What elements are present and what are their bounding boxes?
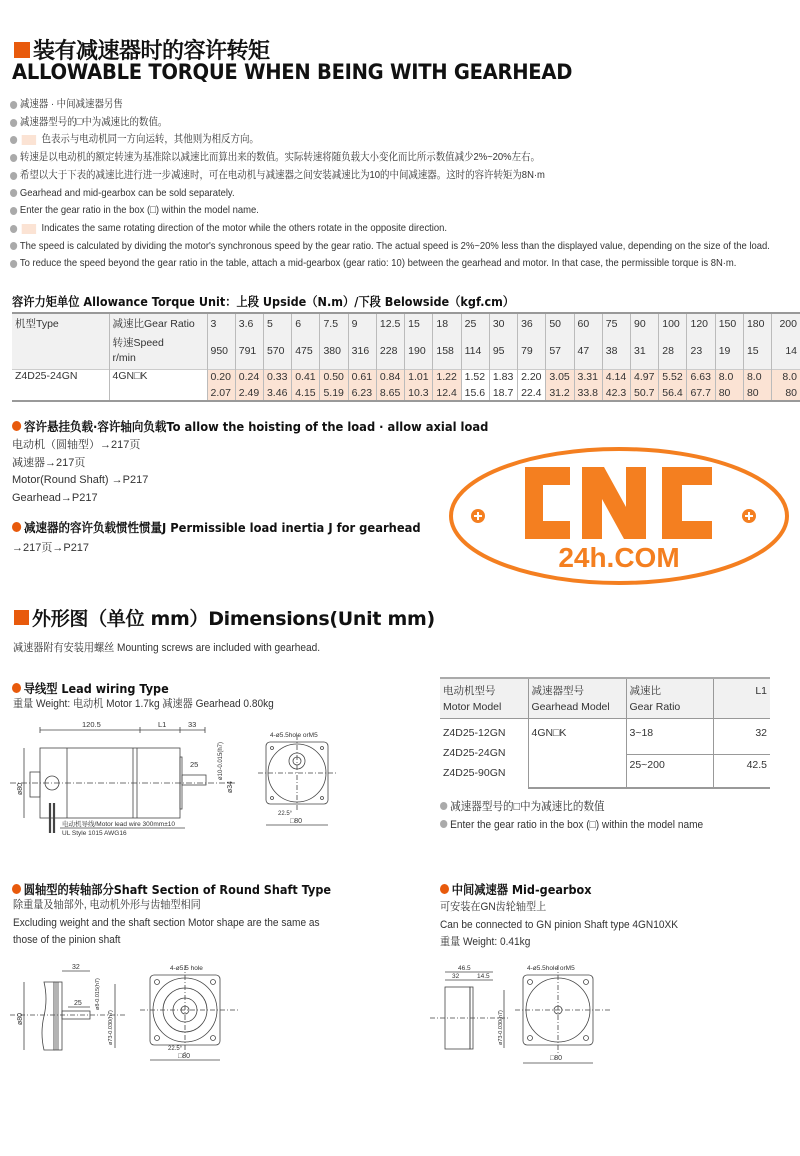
note-item — [10, 149, 721, 167]
svg-text:ø34: ø34 — [227, 780, 234, 793]
note-item — [10, 255, 737, 273]
bullet-icon — [10, 119, 17, 127]
torque-nm-cell: 0.20 — [207, 369, 235, 385]
torque-nm-cell: 4.14 — [602, 369, 630, 385]
svg-text:46.5: 46.5 — [458, 965, 471, 972]
gear-ratio-cell: 3 — [207, 313, 235, 333]
ref-line: Gearhead→P217 — [12, 491, 98, 504]
header-en: Gearhead Model — [531, 701, 610, 713]
speed-cell: 31 — [631, 333, 659, 369]
orange-square-icon — [14, 42, 30, 58]
svg-text:4-ø5.5 hole: 4-ø5.5 hole — [170, 965, 203, 972]
gear-ratio-cell: 180 — [743, 313, 771, 333]
speed-cell: 38 — [602, 333, 630, 369]
notes-list — [10, 96, 800, 273]
bullet-icon — [10, 154, 17, 162]
svg-text:14.5: 14.5 — [477, 973, 490, 980]
desc-line: 除重量及轴部外, 电动机外形与齿轴型相同 — [13, 899, 201, 911]
lead-wiring-front-drawing — [258, 725, 338, 845]
orange-bullet-icon — [12, 884, 21, 894]
speed-cell: 950 — [207, 333, 235, 369]
torque-nm-cell: 3.05 — [546, 369, 574, 385]
note-text: Gearhead and mid-gearbox can be sold separately. — [19, 186, 235, 199]
torque-nm-cell: 0.50 — [320, 369, 348, 385]
note-text: Enter the gear ratio in the box (□) within the model name. — [19, 204, 259, 217]
gear-ratio-cell: 50 — [546, 313, 574, 333]
page-title-en: ALLOWABLE TORQUE WHEN BEING WITH GEARHEAD — [12, 60, 573, 84]
torque-nm-cell: 5.52 — [659, 369, 687, 385]
note-item — [10, 220, 721, 238]
bullet-icon — [10, 101, 17, 109]
speed-cell: 114 — [461, 333, 489, 369]
speed-cell: 28 — [659, 333, 687, 369]
gear-ratio-cell: 15 — [405, 313, 433, 333]
header-cn: 减速器型号 — [531, 685, 584, 697]
motor-model-list — [440, 718, 528, 788]
torque-kgfcm-cell: 56.4 — [659, 385, 687, 401]
lead-wiring-title-text: 导线型 Lead wiring Type — [23, 681, 169, 696]
mid-gearbox-front-drawing — [515, 960, 610, 1070]
torque-kgfcm-cell: 18.7 — [489, 385, 517, 401]
desc-line: 可安装在GN齿轮轴型上 — [440, 901, 547, 913]
round-shaft-side-drawing — [0, 955, 130, 1065]
torque-nm-cell: 1.22 — [433, 369, 461, 385]
torque-kgfcm-cell: 33.8 — [574, 385, 602, 401]
note-en-text: Enter the gear ratio in the box (□) within the model name — [450, 819, 704, 831]
speed-cell: 190 — [405, 333, 433, 369]
model-cell-blank — [12, 385, 109, 401]
note-item — [10, 96, 721, 114]
lead-wiring-title — [12, 679, 169, 697]
model-table-header — [440, 678, 770, 718]
torque-nm-cell: 0.33 — [263, 369, 291, 385]
note-text: To reduce the speed beyond the gear ratio in the table, attach a mid-gearbox (gear ratio: 10) between the gearhead and motor. In that case, the permissible torque is 8N·m. — [19, 257, 737, 270]
gear-ratio-cell: 25 — [461, 313, 489, 333]
svg-text:ø73-0.030(h7): ø73-0.030(h7) — [108, 1010, 114, 1045]
gear-ratio-row — [12, 313, 800, 333]
svg-text:33: 33 — [188, 720, 197, 729]
type-header: 机型Type — [12, 313, 109, 333]
torque-kgfcm-cell: 80 — [715, 385, 743, 401]
note-item — [10, 167, 721, 185]
speed-cell: 23 — [687, 333, 715, 369]
torque-nm-cell: 8.0 — [715, 369, 743, 385]
gear-ratio-cell: 60 — [574, 313, 602, 333]
gear-ratio-cell: 30 — [489, 313, 517, 333]
header-l1: L1 — [713, 678, 770, 718]
speed-cell: 228 — [376, 333, 404, 369]
ratio-range: 25~200 — [626, 754, 713, 788]
inertia-title-text: 减速器的容许负载惯性惯量J Permissible load inertia J for gearhead — [23, 520, 421, 535]
desc-line: 重量 Weight: 0.41kg — [440, 936, 531, 948]
bullet-icon — [10, 136, 17, 144]
speed-cell: 791 — [235, 333, 263, 369]
torque-nm-cell: 0.24 — [235, 369, 263, 385]
torque-kgfcm-cell: 6.23 — [348, 385, 376, 401]
svg-text:L1: L1 — [158, 720, 167, 729]
mid-gearbox-title — [440, 880, 592, 898]
torque-nm-cell: 1.52 — [461, 369, 489, 385]
desc-line: Excluding weight and the shaft section Motor shape are the same as — [13, 916, 320, 929]
torque-nm-cell: 0.41 — [292, 369, 320, 385]
orange-bullet-icon — [12, 522, 21, 532]
gear-ratio-cell: 120 — [687, 313, 715, 333]
lead-wiring-side-drawing — [0, 715, 240, 850]
header-cn: 减速比 — [629, 685, 661, 697]
svg-text:UL Style 1015 AWG16: UL Style 1015 AWG16 — [62, 830, 127, 837]
desc-line: those of the pinion shaft — [13, 934, 121, 946]
model-cell: Z4D25-24GN — [12, 369, 109, 385]
lead-wiring-weight: 重量 Weight: 电动机 Motor 1.7kg 减速器 Gearhead 0.80kg — [13, 698, 274, 710]
gear-ratio-cell: 75 — [602, 313, 630, 333]
torque-kgfcm-cell: 3.46 — [263, 385, 291, 401]
torque-kgfcm-row — [12, 385, 800, 401]
torque-kgfcm-cell: 2.49 — [235, 385, 263, 401]
svg-text:□80: □80 — [178, 1053, 191, 1060]
model-row — [440, 718, 770, 754]
speed-cell: 79 — [518, 333, 546, 369]
mid-gearbox-desc — [440, 899, 678, 952]
speed-cell: 95 — [489, 333, 517, 369]
speed-cell: 15 — [743, 333, 771, 369]
round-shaft-title-text: 圆轴型的转轴部分Shaft Section of Round Shaft Type — [23, 882, 332, 897]
note-text: Indicates the same rotating direction of the motor while the others rotate in the opposite direction. — [41, 221, 448, 234]
orange-bullet-icon — [12, 683, 21, 693]
gear-ratio-cell: 5 — [263, 313, 291, 333]
svg-text:□80: □80 — [550, 1055, 563, 1062]
torque-nm-cell: 6.63 — [687, 369, 715, 385]
ratio-range: 3~18 — [626, 718, 713, 754]
gearhead-model: 4GN□K — [528, 718, 626, 788]
dimensions-title-text: 外形图（单位 mm）Dimensions(Unit mm) — [32, 608, 435, 630]
gearhead-cell: 4GN□K — [109, 369, 207, 385]
speed-row — [12, 333, 800, 369]
speed-cell: 475 — [292, 333, 320, 369]
ref-line: 电动机（圆轴型）→217页 — [12, 439, 141, 451]
header-gearhead-model — [528, 678, 626, 718]
gear-ratio-cell: 36 — [518, 313, 546, 333]
torque-kgfcm-cell: 31.2 — [546, 385, 574, 401]
round-shaft-desc — [13, 897, 320, 950]
orange-bullet-icon — [440, 884, 449, 894]
color-swatch — [22, 135, 36, 145]
motor-model: Z4D25-12GN — [443, 726, 506, 739]
torque-kgfcm-cell: 5.19 — [320, 385, 348, 401]
torque-kgfcm-cell: 12.4 — [433, 385, 461, 401]
torque-kgfcm-cell: 22.4 — [518, 385, 546, 401]
gear-ratio-cell: 12.5 — [376, 313, 404, 333]
load-section-title-text: 容许悬挂负载·容许轴向负载To allow the hoisting of the load · allow axial load — [23, 419, 489, 434]
bullet-icon — [440, 820, 447, 828]
torque-nm-cell: 2.20 — [518, 369, 546, 385]
speed-header-line2: r/min — [112, 351, 136, 364]
note-item — [10, 131, 721, 149]
header-en: Motor Model — [443, 701, 502, 713]
header-motor-model — [440, 678, 528, 718]
motor-model: Z4D25-24GN — [443, 746, 506, 759]
gear-ratio-cell: 3.6 — [235, 313, 263, 333]
svg-text:4-ø5.5hole orM5: 4-ø5.5hole orM5 — [270, 732, 318, 739]
torque-kgfcm-cell: 50.7 — [631, 385, 659, 401]
svg-text:22.5°: 22.5° — [278, 811, 293, 817]
dimensions-title — [14, 604, 435, 631]
svg-text:ø80: ø80 — [17, 782, 24, 795]
svg-text:24h.COM: 24h.COM — [558, 542, 680, 573]
ref-line: 减速器→217页 — [12, 456, 86, 469]
bullet-icon — [440, 802, 447, 810]
note-text: 减速器型号的□中为减速比的数值。 — [19, 115, 168, 128]
gear-ratio-cell: 6 — [292, 313, 320, 333]
round-shaft-front-drawing — [140, 960, 240, 1075]
svg-text:4-ø5.5hole orM5: 4-ø5.5hole orM5 — [527, 965, 575, 972]
gear-ratio-cell: 90 — [631, 313, 659, 333]
ref-line: Motor(Round Shaft) →P217 — [12, 474, 149, 486]
model-table — [440, 677, 770, 789]
speed-cell: 19 — [715, 333, 743, 369]
gear-ratio-cell: 100 — [659, 313, 687, 333]
desc-line: Can be connected to GN pinion Shaft type 4GN10XK — [440, 918, 678, 931]
l1-value: 32 — [713, 718, 770, 754]
torque-table-title: 容许力矩单位 Allowance Torque Unit：上段 Upside（N.m）/下段 Belowside（kgf.cm） — [12, 294, 515, 309]
cnc24h-logo — [447, 445, 792, 588]
note-text: 色表示与电动机同一方向运转，其他则为相反方向。 — [41, 133, 259, 146]
torque-kgfcm-cell: 4.15 — [292, 385, 320, 401]
torque-nm-cell: 3.31 — [574, 369, 602, 385]
torque-kgfcm-cell: 42.3 — [602, 385, 630, 401]
inertia-section-title — [12, 518, 421, 536]
mid-gearbox-title-text: 中间减速器 Mid-gearbox — [451, 882, 592, 897]
note-text: 希望以大于下表的减速比进行进一步减速时，可在电动机与减速器之间安装减速比为10的中间减速器。这时的容许转矩为8N·m — [19, 168, 545, 181]
bullet-icon — [10, 172, 17, 180]
svg-text:32: 32 — [72, 964, 80, 971]
speed-cell: 316 — [348, 333, 376, 369]
speed-cell: 158 — [433, 333, 461, 369]
speed-cell: 57 — [546, 333, 574, 369]
bullet-icon — [10, 189, 17, 197]
note-item — [10, 202, 721, 220]
header-cn: 电动机型号 — [443, 685, 496, 697]
speed-cell: 570 — [263, 333, 291, 369]
torque-nm-row — [12, 369, 800, 385]
svg-text:ø80: ø80 — [17, 1012, 24, 1025]
l1-value: 42.5 — [713, 754, 770, 788]
bullet-icon — [10, 225, 17, 233]
gear-ratio-cell: 150 — [715, 313, 743, 333]
note-text: 转速是以电动机的额定转速为基准除以减速比而算出来的数值。实际转速将随负载大小变化而比所示数值减少2%~20%左右。 — [19, 151, 540, 164]
svg-text:□80: □80 — [290, 818, 303, 825]
torque-nm-cell: 1.83 — [489, 369, 517, 385]
motor-model: Z4D25-90GN — [443, 766, 506, 779]
mid-gearbox-side-drawing — [430, 960, 510, 1060]
note-text: The speed is calculated by dividing the motor's synchronous speed by the gear ratio. The actual speed is 2%~20% less than the displayed value, depending on the size of the load. — [19, 239, 770, 252]
torque-nm-cell: 4.97 — [631, 369, 659, 385]
speed-cell: 47 — [574, 333, 602, 369]
type-header-blank — [12, 333, 109, 369]
note-text: 减速器 · 中间减速器另售 — [19, 98, 123, 110]
note-item — [10, 238, 770, 256]
torque-nm-cell: 0.84 — [376, 369, 404, 385]
torque-kgfcm-cell: 15.6 — [461, 385, 489, 401]
speed-cell: 14 — [772, 333, 800, 369]
model-note-en — [440, 817, 703, 835]
torque-kgfcm-cell: 80 — [772, 385, 800, 401]
svg-text:ø73-0.030(h7): ø73-0.030(h7) — [498, 1010, 504, 1045]
gear-ratio-cell: 7.5 — [320, 313, 348, 333]
torque-kgfcm-cell: 2.07 — [207, 385, 235, 401]
bullet-icon — [10, 260, 17, 268]
gear-ratio-cell: 200 — [772, 313, 800, 333]
speed-cell: 380 — [320, 333, 348, 369]
model-note-cn — [440, 799, 605, 817]
gearhead-cell-blank — [109, 385, 207, 401]
speed-header — [109, 333, 207, 369]
svg-text:22.5°: 22.5° — [168, 1046, 183, 1052]
gear-ratio-cell: 9 — [348, 313, 376, 333]
note-cn-text: 减速器型号的□中为减速比的数值 — [450, 801, 605, 813]
svg-text:电动机导线/Motor lead wire 300mm±10: 电动机导线/Motor lead wire 300mm±10 — [62, 821, 176, 828]
header-en: Gear Ratio — [629, 701, 681, 713]
torque-table — [12, 312, 800, 402]
svg-text:25: 25 — [190, 760, 199, 769]
orange-bullet-icon — [12, 421, 21, 431]
title-cn-text: 装有减速器时的容许转矩 — [33, 39, 270, 64]
torque-kgfcm-cell: 67.7 — [687, 385, 715, 401]
orange-square-icon — [14, 610, 29, 625]
inertia-ref: →217页→P217 — [12, 542, 90, 554]
torque-nm-cell: 8.0 — [772, 369, 800, 385]
torque-nm-cell: 0.61 — [348, 369, 376, 385]
torque-nm-cell: 1.01 — [405, 369, 433, 385]
bullet-icon — [10, 207, 17, 215]
svg-text:120.5: 120.5 — [82, 720, 101, 729]
mounting-note: 减速器附有安装用螺丝 Mounting screws are included with gearhead. — [13, 642, 321, 654]
header-gear-ratio — [626, 678, 713, 718]
note-item — [10, 114, 721, 132]
color-swatch — [22, 224, 36, 234]
speed-header-line1: 转速Speed — [112, 336, 164, 349]
svg-text:25: 25 — [74, 1000, 82, 1007]
torque-nm-cell: 8.0 — [743, 369, 771, 385]
svg-text:ø10-0.015(h7): ø10-0.015(h7) — [218, 741, 224, 780]
torque-kgfcm-cell: 10.3 — [405, 385, 433, 401]
bullet-icon — [10, 242, 17, 250]
gear-ratio-cell: 18 — [433, 313, 461, 333]
round-shaft-title — [12, 880, 331, 898]
svg-text:32: 32 — [452, 973, 460, 980]
load-section-title — [12, 417, 488, 435]
svg-text:ø8-0.015(h7): ø8-0.015(h7) — [95, 978, 101, 1010]
torque-kgfcm-cell: 8.65 — [376, 385, 404, 401]
ratio-header: 减速比Gear Ratio — [109, 313, 207, 333]
torque-kgfcm-cell: 80 — [743, 385, 771, 401]
load-section-lines — [12, 437, 148, 507]
note-item — [10, 185, 721, 203]
